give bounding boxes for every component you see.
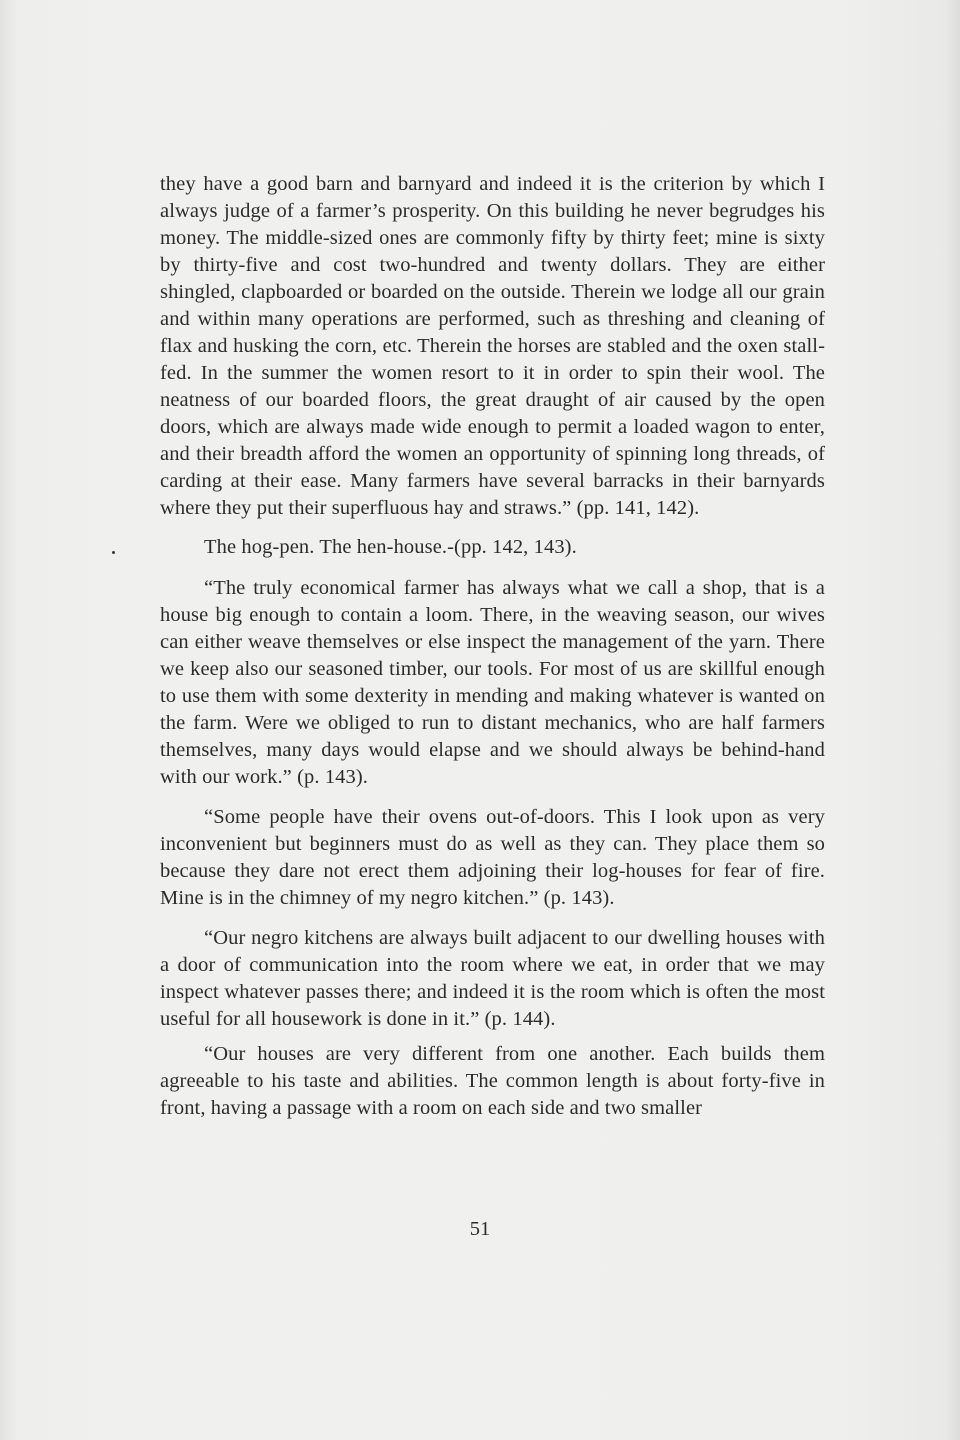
page-number: 51 xyxy=(469,1218,491,1240)
ink-speck xyxy=(112,551,115,554)
paragraph-houses: “Our houses are very different from one another. Each builds them agreeable to his taste and abilities. The common length is about forty-five in front, having a passage with a room on each side and two smaller xyxy=(160,1043,825,1119)
paragraph-negro-kitchens: “Our negro kitchens are always built adjacent to our dwelling houses with a door of communication into the room where we eat, in order that we may inspect whatever passes there; and indeed it is the room which is often the most useful for all housework is done in it.” (p. 144). xyxy=(160,927,825,1030)
paragraph-hog-pen: The hog-pen. The hen-house.-(pp. 142, 143). xyxy=(204,536,577,558)
paragraph-shop: “The truly economical farmer has always what we call a shop, that is a house big enough to contain a loom. There, in the weaving season, our wives can either weave themselves or else inspect the management of the yarn. There we keep also our seasoned timber, our tools. For most of us are skillful enough to use them with some dexterity in mending and making whatever is wanted on the farm. Were we obliged to run to distant mechanics, who are half farmers themselves, many days would elapse and we should always be behind-hand with our work.” (p. 143). xyxy=(160,577,825,788)
paragraph-barn: they have a good barn and barnyard and indeed it is the criterion by which I always judge of a farmer’s prosperity. On this building he never begrudges his money. The middle-sized ones are commonly fifty by thirty feet; mine is sixty by thirty-five and cost two-hundred and twenty dollars. They are either shingled, clapboarded or boarded on the outside. Therein we lodge all our grain and within many operations are performed, such as threshing and cleaning of flax and husking the corn, etc. Therein the horses are stabled and the oxen stall-fed. In the summer the women resort to it in order to spin their wool. The neatness of our boarded floors, the great draught of air caused by the open doors, which are always made wide enough to permit a loaded wagon to enter, and their breadth afford the women an opportunity of spinning long threads, of carding at their ease. Many farmers have several barracks in their barnyards where they put their superfluous hay and straws.” (pp. 141, 142). xyxy=(160,173,825,519)
paragraph-ovens: “Some people have their ovens out-of-doors. This I look upon as very inconvenient but beginners must do as well as they can. They place them so because they dare not erect them adjoining their log-houses for fear of fire. Mine is in the chimney of my negro kitchen.” (p. 143). xyxy=(160,806,825,909)
body-text xyxy=(160,171,825,1122)
